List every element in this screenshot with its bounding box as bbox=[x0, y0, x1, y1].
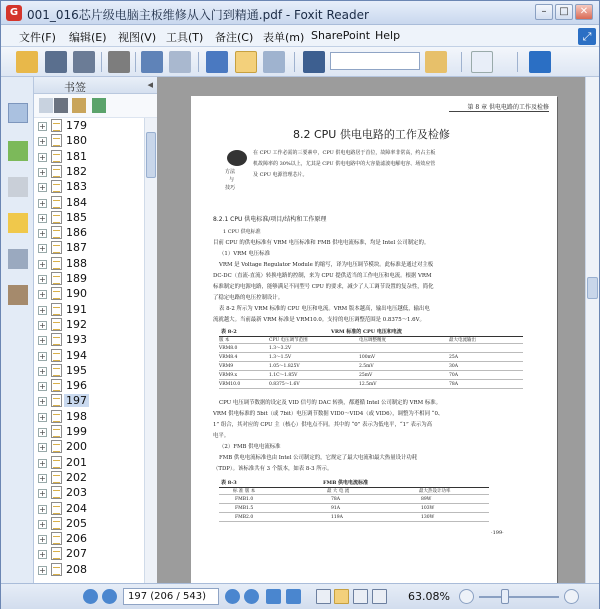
expand-icon[interactable]: + bbox=[39, 336, 46, 346]
bookmark-item[interactable] bbox=[34, 164, 144, 180]
bookmark-item[interactable] bbox=[34, 179, 144, 195]
bookmark-item[interactable] bbox=[34, 256, 144, 272]
dac-line-1: CPU 电压调节数据的设定及 VID 信号的 DAC 转换，都遵循 Intel 公司制定的 VRM 标准。 bbox=[219, 400, 442, 406]
bookmark-label: 197 bbox=[66, 394, 87, 408]
email-icon[interactable] bbox=[169, 51, 191, 73]
table-row: FMB2.0 119A 130W bbox=[219, 513, 489, 522]
expand-bookmark-icon[interactable] bbox=[92, 98, 106, 113]
signature-icon[interactable] bbox=[8, 285, 28, 305]
screen-icon[interactable] bbox=[141, 51, 163, 73]
page-icon bbox=[51, 196, 62, 209]
toolbar-separator bbox=[135, 52, 136, 72]
page-icon bbox=[51, 456, 62, 469]
title-bar bbox=[1, 1, 599, 25]
menu-forms[interactable]: 表单(m) bbox=[263, 31, 305, 44]
page-icon bbox=[51, 287, 62, 300]
page-icon bbox=[51, 425, 62, 438]
navigation-rail bbox=[1, 77, 34, 583]
page-icon bbox=[51, 211, 62, 224]
table-row: VRM9 1.05～1.825V 2.5mV 30A bbox=[219, 362, 523, 371]
page-number-input[interactable]: 197 (206 / 543) bbox=[123, 588, 219, 605]
next-pdf-page bbox=[191, 572, 557, 583]
back-icon[interactable] bbox=[266, 589, 281, 604]
table-row: VRM9.x 1.1C～1.85V 25mV 70A bbox=[219, 371, 523, 380]
item-1-heading: 1 CPU 供电标准 bbox=[223, 229, 261, 235]
table2-title: FMB 供电电流标准 bbox=[323, 480, 369, 486]
page-layout-icon[interactable] bbox=[206, 51, 228, 73]
foxit-app-icon: G bbox=[6, 5, 22, 21]
table1-title: VRM 标准的 CPU 电压和电流 bbox=[331, 329, 402, 335]
bookmark-item[interactable] bbox=[34, 531, 144, 547]
menu-sharepoint[interactable]: SharePoint bbox=[311, 29, 371, 42]
bookmark-label: 193 bbox=[66, 333, 87, 347]
expand-icon[interactable]: + bbox=[39, 412, 46, 422]
document-scrollbar[interactable] bbox=[585, 77, 599, 583]
expand-icon[interactable]: + bbox=[39, 198, 46, 208]
vrm2-line-2: 流就越大。当前最新 VRM 标准是 VRM10.0。支持的电压调整范围是 0.8375～1.6V。 bbox=[213, 317, 425, 323]
bookmark-label: 181 bbox=[66, 149, 87, 163]
bookmark-label: 206 bbox=[66, 532, 87, 546]
intro-line-2: 机故障率的 30%以上，尤其是 CPU 供电电路中的大容量滤波电解电容、场效应管 bbox=[253, 161, 436, 167]
page-icon bbox=[51, 394, 62, 407]
bookmark-item[interactable] bbox=[34, 149, 144, 165]
bookmarks-panel bbox=[34, 77, 157, 583]
bookmark-scrollbar[interactable] bbox=[144, 118, 157, 583]
bookmark-item[interactable] bbox=[34, 302, 144, 318]
menu-bar bbox=[1, 25, 599, 47]
close-panel-icon[interactable]: ◂ bbox=[147, 78, 153, 91]
bookmark-item[interactable] bbox=[34, 332, 144, 348]
print-icon[interactable] bbox=[108, 51, 130, 73]
document-scroll-thumb[interactable] bbox=[587, 277, 598, 299]
vrm2-line-1: 表 8-2 所示为 VRM 标准的 CPU 电压和电流。VRM 版本越高，输出电压越低，输出电 bbox=[219, 306, 430, 312]
bookmark-item[interactable] bbox=[34, 271, 144, 287]
status-bar bbox=[1, 583, 599, 609]
page-icon bbox=[51, 349, 62, 362]
expand-icon[interactable]: + bbox=[39, 397, 46, 407]
tips-label-3: 技巧 bbox=[225, 185, 236, 191]
toolbar-separator bbox=[517, 52, 518, 72]
vrm-heading: （1）VRM 电压标准 bbox=[219, 251, 270, 257]
maximize-button[interactable]: □ bbox=[555, 4, 573, 20]
page-icon bbox=[51, 517, 62, 530]
bookmark-item[interactable] bbox=[34, 562, 144, 578]
standards-para: 目前 CPU 的供电标准有 VRM 电压标准和 FMB 供电电流标准，均是 Intel 公司制定的。 bbox=[213, 240, 430, 246]
expand-icon[interactable]: + bbox=[39, 275, 46, 284]
bookmark-item[interactable] bbox=[34, 455, 144, 471]
document-view[interactable] bbox=[157, 77, 585, 583]
bookmark-item[interactable] bbox=[34, 240, 144, 256]
menu-file[interactable]: 文件(F) bbox=[19, 31, 56, 44]
bookmark-label: 204 bbox=[66, 501, 87, 515]
minimize-button[interactable]: – bbox=[535, 4, 553, 20]
bookmark-label: 199 bbox=[66, 425, 87, 438]
expand-icon[interactable]: + bbox=[39, 137, 46, 147]
bookmark-item[interactable] bbox=[34, 133, 144, 149]
bookmark-label: 203 bbox=[66, 486, 87, 500]
open-folder-icon[interactable] bbox=[16, 51, 38, 73]
bookmark-label: 196 bbox=[66, 379, 87, 393]
bookmark-list bbox=[34, 118, 144, 583]
toolbar-separator bbox=[198, 52, 199, 72]
page-number: ·199· bbox=[491, 530, 504, 536]
tips-label-1: 方法 bbox=[225, 169, 236, 175]
foxit-logo-icon[interactable] bbox=[529, 51, 551, 73]
bookmark-label: 195 bbox=[66, 363, 87, 377]
eraser-icon[interactable] bbox=[8, 177, 28, 197]
first-page-icon[interactable] bbox=[83, 589, 98, 604]
section-title: 8.2 CPU 供电电路的工作及检修 bbox=[293, 128, 450, 141]
bookmark-item[interactable] bbox=[34, 439, 144, 455]
zoom-slider[interactable] bbox=[479, 596, 559, 598]
menu-comments[interactable]: 备注(C) bbox=[215, 31, 254, 44]
bookmark-options-icon[interactable] bbox=[39, 98, 53, 113]
forward-icon[interactable] bbox=[286, 589, 301, 604]
bookmark-label: 205 bbox=[66, 516, 87, 530]
bookmark-item[interactable] bbox=[34, 348, 144, 364]
page-icon bbox=[51, 502, 62, 515]
tips-label-2: 与 bbox=[229, 177, 235, 183]
page-icon bbox=[51, 364, 62, 377]
table-row: FMB1.5 91A 103W bbox=[219, 504, 489, 513]
table-header-row: 标 准 版 本 最 大 电 流 最大热设计功率 bbox=[219, 488, 489, 495]
expand-icon[interactable]: + bbox=[39, 259, 46, 269]
add-bookmark-icon[interactable] bbox=[72, 98, 86, 113]
toolbar-separator bbox=[101, 52, 102, 72]
previous-page-icon[interactable] bbox=[102, 589, 117, 604]
zoom-slider-knob[interactable] bbox=[501, 589, 509, 604]
tips-logo bbox=[227, 150, 247, 166]
expand-icon[interactable]: + bbox=[39, 122, 46, 131]
vrm-line-1: VRM 是 Voltage Regulator Module 的缩写，译为电压调节模块。此标准是通过对主板 bbox=[219, 262, 434, 268]
fmb-heading: （2）FMB 供电电流标准 bbox=[219, 444, 281, 450]
toolbar-separator bbox=[461, 52, 462, 72]
last-page-icon[interactable] bbox=[244, 589, 259, 604]
table-row: FMB1.0 78A 89W bbox=[219, 495, 489, 504]
toolbar bbox=[1, 47, 599, 77]
bookmark-label: 202 bbox=[66, 470, 87, 484]
dac-line-2: VRM 供电标准的 5bit（或 7bit）电压调节数据 VID0～VID4（或 VID6），调整为不相同 “0、 bbox=[213, 411, 444, 417]
bookmark-label: 187 bbox=[66, 241, 87, 255]
page-icon bbox=[51, 257, 62, 270]
intro-line-3: 及 CPU 电源管理芯片。 bbox=[253, 172, 308, 178]
page-icon bbox=[51, 180, 62, 193]
dac-line-3: 1” 组合，其对应的 CPU 主（核心）供电点不同。其中的 “0” 表示为低电平，“1” 表示为高 bbox=[213, 422, 433, 428]
expand-icon[interactable]: + bbox=[39, 366, 46, 376]
table-row: VRM8.0 1.3～3.2V bbox=[219, 344, 523, 353]
bookmark-item[interactable] bbox=[34, 501, 144, 517]
find-next-icon[interactable] bbox=[425, 51, 447, 73]
window-title: 001_016芯片级电脑主板维修从入门到精通.pdf - Foxit Reader bbox=[27, 8, 369, 22]
dac-line-4: 电平。 bbox=[213, 433, 230, 439]
bookmark-label: 186 bbox=[66, 226, 87, 240]
bookmark-item[interactable] bbox=[34, 424, 144, 440]
page-icon bbox=[51, 532, 62, 545]
vrm-line-2: DC-DC（直流-直流）转换电路的控制，来为 CPU 提供适当的工作电压和电流。根据 VRM bbox=[213, 273, 432, 279]
pages-panel-icon[interactable] bbox=[8, 103, 28, 123]
find-input[interactable] bbox=[330, 52, 420, 70]
expand-icon[interactable]: + bbox=[39, 152, 46, 162]
expand-icon[interactable]: + bbox=[39, 244, 46, 254]
bookmark-label: 191 bbox=[66, 302, 87, 316]
bookmark-item[interactable] bbox=[34, 317, 144, 333]
continuous-page-icon[interactable] bbox=[334, 589, 349, 604]
table2-label: 表 8-3 bbox=[221, 480, 237, 486]
subsection-title: 8.2.1 CPU 供电标准/项目/结构和工作原理 bbox=[213, 216, 327, 223]
bookmark-item[interactable] bbox=[34, 393, 144, 409]
table1-label: 表 8-2 bbox=[221, 329, 237, 335]
page-icon bbox=[51, 303, 62, 316]
menu-help[interactable]: Help bbox=[375, 29, 401, 42]
expand-icon[interactable]: + bbox=[39, 229, 46, 239]
vrm-table bbox=[219, 336, 523, 389]
expand-icon[interactable]: + bbox=[39, 305, 46, 315]
bookmarks-title: 书签 bbox=[64, 81, 86, 94]
menu-view[interactable]: 视图(V) bbox=[118, 31, 157, 44]
bookmark-label: 207 bbox=[66, 547, 87, 561]
expand-icon[interactable]: + bbox=[39, 458, 46, 468]
expand-icon[interactable]: + bbox=[39, 213, 46, 223]
bookmark-label: 184 bbox=[66, 195, 87, 209]
menu-edit[interactable]: 编辑(E) bbox=[69, 31, 107, 44]
facing-page-icon[interactable] bbox=[353, 589, 368, 604]
page-icon bbox=[51, 563, 62, 576]
expand-icon[interactable]: + bbox=[39, 443, 46, 453]
page-icon bbox=[51, 272, 62, 285]
bookmark-label: 190 bbox=[66, 287, 87, 301]
binoculars-icon[interactable] bbox=[303, 51, 325, 73]
bookmark-item[interactable] bbox=[34, 546, 144, 562]
expand-icon[interactable]: + bbox=[39, 504, 46, 514]
page-icon bbox=[51, 547, 62, 560]
page-icon bbox=[51, 241, 62, 254]
bookmark-label: 188 bbox=[66, 256, 87, 270]
bookmark-item[interactable] bbox=[34, 378, 144, 394]
close-button[interactable]: ✕ bbox=[575, 4, 593, 20]
bookmark-label: 182 bbox=[66, 164, 87, 178]
expand-icon[interactable]: + bbox=[39, 489, 46, 499]
bookmark-label: 198 bbox=[66, 409, 87, 423]
expand-icon[interactable]: + bbox=[39, 565, 46, 575]
bookmark-scroll-thumb[interactable] bbox=[146, 132, 156, 178]
fmb-table bbox=[219, 487, 489, 522]
bookmark-item[interactable] bbox=[34, 225, 144, 241]
expand-icon[interactable]: + bbox=[39, 519, 46, 529]
bookmark-label: 194 bbox=[66, 348, 87, 362]
expand-icon[interactable]: + bbox=[39, 183, 46, 193]
bookmark-tools bbox=[34, 94, 157, 118]
fmb-line-1: FMB 供电电流标准也由 Intel 公司制定的，它规定了最大电流和最大热量设计功耗 bbox=[219, 455, 418, 461]
page-icon bbox=[51, 486, 62, 499]
expand-icon[interactable]: + bbox=[39, 473, 46, 483]
page-icon bbox=[51, 119, 62, 132]
zoom-out-icon[interactable] bbox=[459, 589, 474, 604]
bookmark-item[interactable] bbox=[34, 195, 144, 211]
bookmark-item[interactable] bbox=[34, 286, 144, 302]
fullscreen-icon[interactable]: ⤢ bbox=[578, 28, 596, 45]
next-page-icon[interactable] bbox=[225, 589, 240, 604]
hand-tool-icon[interactable] bbox=[235, 51, 257, 73]
expand-icon[interactable]: + bbox=[39, 382, 46, 392]
page-icon bbox=[51, 440, 62, 453]
bookmark-label: 189 bbox=[66, 272, 87, 285]
page-icon bbox=[51, 333, 62, 346]
expand-icon[interactable]: + bbox=[39, 351, 46, 361]
pdf-page bbox=[191, 96, 557, 583]
bookmark-label: 208 bbox=[66, 562, 87, 576]
bookmark-item[interactable] bbox=[34, 485, 144, 501]
bookmark-label: 201 bbox=[66, 455, 87, 469]
toolbar-separator bbox=[294, 52, 295, 72]
bookmarks-header bbox=[34, 77, 157, 94]
comments-panel-icon[interactable] bbox=[8, 213, 28, 233]
table-row: VRM10.0 0.8375～1.6V 12.5mV 78A bbox=[219, 380, 523, 389]
zoom-level: 63.08% bbox=[408, 590, 450, 603]
bookmark-label: 180 bbox=[66, 134, 87, 148]
expand-icon[interactable]: + bbox=[39, 320, 46, 330]
zoom-in-icon[interactable] bbox=[564, 589, 579, 604]
zoom-percent-icon[interactable] bbox=[471, 51, 493, 73]
expand-icon[interactable]: + bbox=[39, 167, 46, 177]
table-row: VRM8.4 1.3～1.5V 100mV 25A bbox=[219, 353, 523, 362]
bookmark-label: 179 bbox=[66, 119, 87, 132]
delete-bookmark-icon[interactable] bbox=[54, 98, 68, 113]
bookmark-item[interactable] bbox=[34, 470, 144, 486]
page-icon bbox=[51, 150, 62, 163]
page-icon bbox=[51, 318, 62, 331]
continuous-facing-icon[interactable] bbox=[372, 589, 387, 604]
select-text-icon[interactable] bbox=[263, 51, 285, 73]
bookmark-item[interactable] bbox=[34, 363, 144, 379]
bookmark-label: 183 bbox=[66, 180, 87, 194]
page-icon bbox=[51, 226, 62, 239]
bookmark-item[interactable] bbox=[34, 118, 144, 134]
bookmark-item[interactable] bbox=[34, 210, 144, 226]
save-all-icon[interactable] bbox=[73, 51, 95, 73]
single-page-icon[interactable] bbox=[316, 589, 331, 604]
page-icon bbox=[51, 165, 62, 178]
attachments-icon[interactable] bbox=[8, 249, 28, 269]
expand-icon[interactable]: + bbox=[39, 550, 46, 560]
fmb-line-2: （TDP）。该标准共有 3 个版本，如表 8-3 所示。 bbox=[213, 466, 333, 472]
bookmark-label: 192 bbox=[66, 317, 87, 331]
bookmark-label: 200 bbox=[66, 440, 87, 454]
bookmark-label: 185 bbox=[66, 210, 87, 224]
bookmarks-panel-icon[interactable] bbox=[8, 141, 28, 161]
page-icon bbox=[51, 134, 62, 147]
bookmark-item[interactable] bbox=[34, 516, 144, 532]
menu-tools[interactable]: 工具(T) bbox=[166, 31, 204, 44]
vrm-line-4: 了稳定电路的电压控制设计。 bbox=[213, 295, 284, 301]
expand-icon[interactable]: + bbox=[39, 290, 46, 300]
table-header-row: 版 本 CPU 电压调节范围 电压调整精度 最大电流输出 bbox=[219, 337, 523, 344]
save-icon[interactable] bbox=[45, 51, 67, 73]
expand-icon[interactable]: + bbox=[39, 535, 46, 545]
bookmark-item[interactable] bbox=[34, 409, 144, 425]
page-icon bbox=[51, 471, 62, 484]
intro-line-1: 在 CPU 工作必需的三要素中，CPU 供电电路居于首位，故障率非常高，约占主板 bbox=[253, 150, 436, 156]
running-header: 第 8 章 供电电路的工作及检修 bbox=[449, 102, 549, 112]
expand-icon[interactable]: + bbox=[39, 428, 46, 437]
page-icon bbox=[51, 379, 62, 392]
vrm-line-3: 标准制定的电源电路，能够满足不同型号 CPU 的要求，减少了人工调节设置的复杂性，简化 bbox=[213, 284, 434, 290]
page-icon bbox=[51, 410, 62, 423]
